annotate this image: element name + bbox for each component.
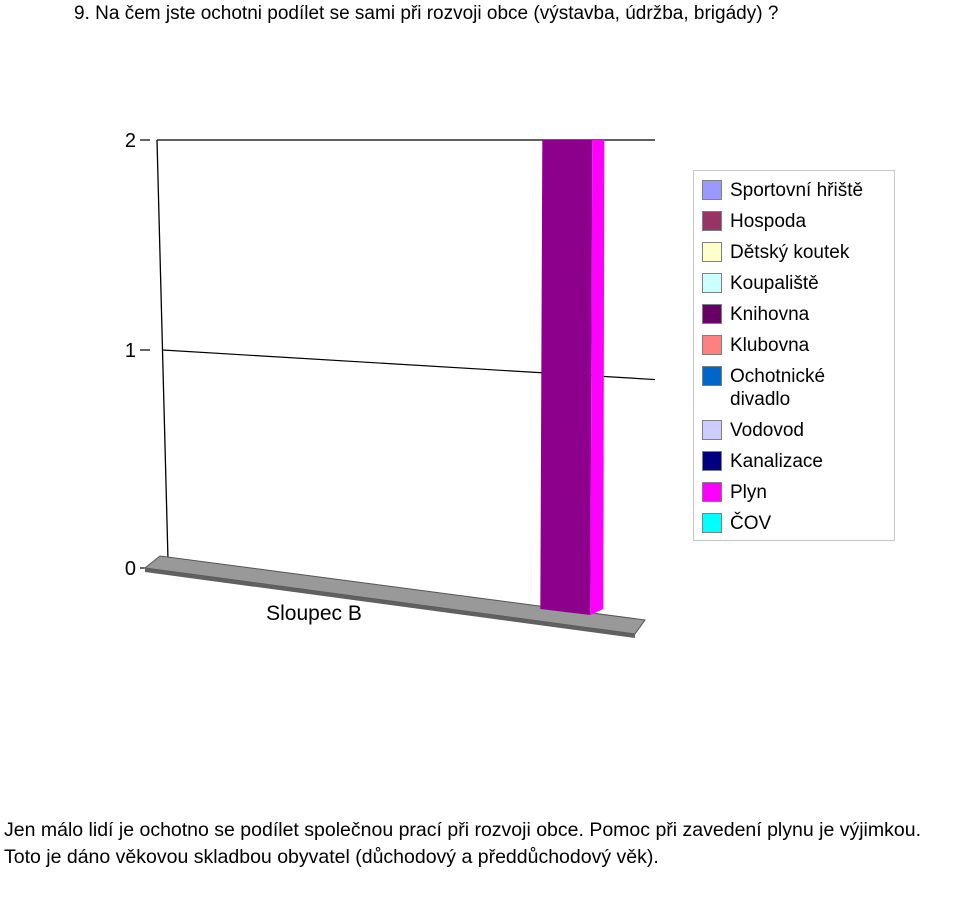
legend-swatch: [702, 420, 722, 440]
legend-item: [702, 179, 880, 202]
legend-swatch: [702, 335, 722, 355]
legend-label: Kanalizace: [730, 451, 823, 472]
legend-item: [702, 419, 880, 442]
legend-label: Knihovna: [730, 304, 810, 325]
legend-label: Hospoda: [730, 211, 807, 232]
legend-label: Dětský koutek: [730, 242, 850, 263]
legend-swatch: [702, 180, 722, 200]
chart-bars: [540, 140, 604, 615]
legend-swatch: [702, 242, 722, 262]
legend-label: Sportovní hřiště: [730, 180, 864, 201]
legend-label: ČOV: [730, 513, 772, 534]
legend-swatch: [702, 482, 722, 502]
legend-swatch: [702, 513, 722, 533]
chart-legend: [693, 170, 895, 541]
legend-label: Koupaliště: [730, 273, 819, 294]
y-tick-label: 2: [124, 130, 136, 152]
y-tick-label: 1: [124, 340, 136, 362]
legend-swatch: [702, 211, 722, 231]
category-label: Sloupec B: [266, 602, 362, 625]
legend-swatch: [702, 304, 722, 324]
legend-swatch: [702, 451, 722, 471]
legend-label: Ochotnické divadlo: [730, 366, 826, 410]
legend-item: [702, 512, 880, 535]
legend-swatch: [702, 273, 722, 293]
question-title: 9. Na čem jste ochotni podílet se sami při rozvoji obce (výstavba, údržba, brigády) ?: [74, 3, 779, 24]
legend-label: Vodovod: [730, 420, 804, 441]
legend-item: [702, 303, 880, 326]
legend-item: [702, 241, 880, 264]
legend-item: [702, 365, 880, 411]
legend-item: [702, 450, 880, 473]
footer-comment: Jen málo lidí je ochotno se podílet společnou prací při rozvoji obce. Pomoc při zavedení plynu je výjimkou. Toto je dáno věkovou skladbou obyvatel (důchodový a předdůchodový věk).: [4, 819, 921, 868]
legend-label: Klubovna: [730, 335, 810, 356]
legend-item: [702, 210, 880, 233]
bar-plyn: [540, 140, 592, 615]
legend-item: [702, 334, 880, 357]
legend-item: [702, 272, 880, 295]
chart-labels: [125, 130, 362, 625]
legend-label: Plyn: [730, 482, 767, 503]
legend-item: [702, 481, 880, 504]
bar-plyn-side: [590, 140, 604, 615]
y-tick-label: 0: [124, 558, 136, 580]
legend-swatch: [702, 366, 722, 386]
